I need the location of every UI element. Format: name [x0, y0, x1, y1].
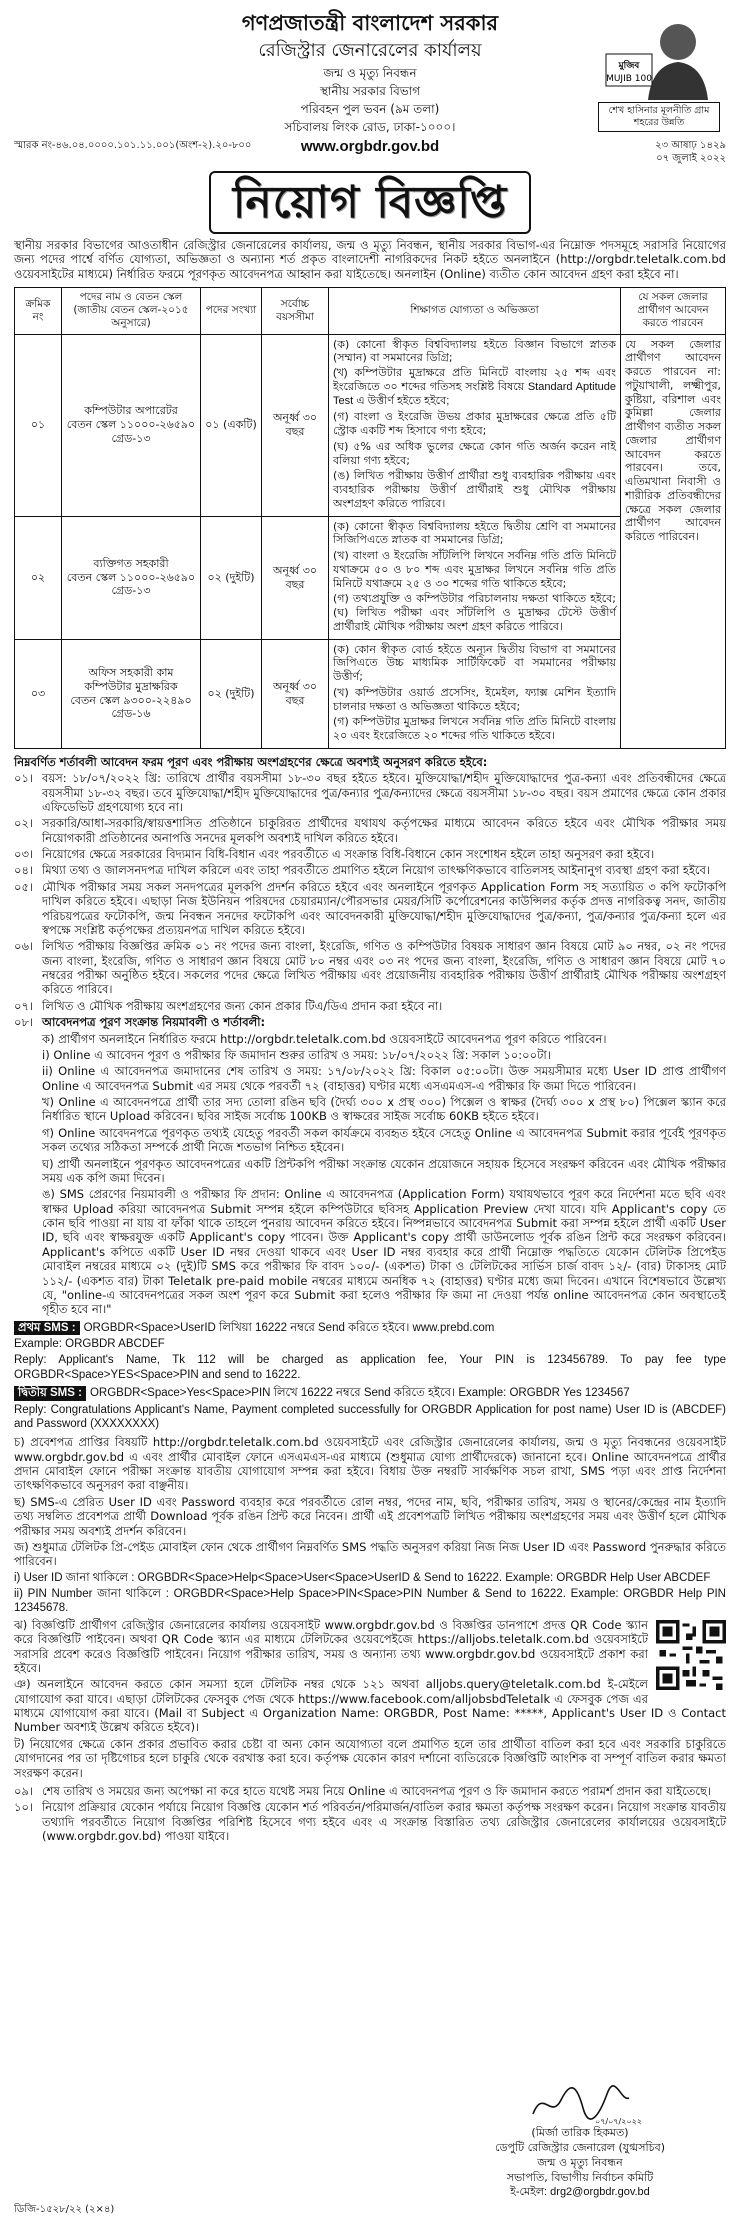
sms-first-example: Example: ORGBDR ABCDEF [14, 1338, 165, 1350]
item-text: লিখিত ও মৌখিক পরীক্ষায় অংশগ্রহণের জন্য কোন প্রকার টিএ/ডিএ প্রদান করা হইবে না। [42, 998, 443, 1013]
post-scale: বেতন স্কেল ৯৩০০-২২৪৯০ [70, 693, 192, 707]
rule-cha: চ) প্রবেশপত্র প্রাপ্তির বিষয়টি http://orgbdr.teletalk.com.bd ওয়েবসাইটে এবং রেজিস্ট্রার জেনারেলের কার্যালয়, জন্ম ও মৃত্যু নিবন্ধনের ওয়েবসাইট www.orgbdr.gov.bd এ এবং প্রার্থীর মোবাইল ফোনে এসএমএস-এর মাধ্যমে (শুধুমাত্র যোগ্য প্রার্থীদেরকে) জানানো হবে। Online আবেদনপত্রে প্রার্থীর প্রদান মোবাইল ফোনে পরীক্ষা সংক্রান্ত যাবতীয় যোগাযোগ সম্পন্ন করা হইবে। বিধায় উক্ত নম্বরটি সার্বক্ষণিক সচল রাখা, SMS পড়া এবং প্রাপ্ত নির্দেশনা তাৎক্ষণিকভাবে অনুসরণ করা বাঞ্ছনীয়। [14, 1435, 726, 1493]
slogan: শেখ হাসিনার মূলনীতি গ্রাম শহরের উন্নতি [598, 102, 720, 132]
post-scale: বেতন স্কেল ১১০০০-২৬৫৯০ [66, 418, 196, 432]
qual-item: (গ) বাংলা ও ইংরেজি উভয় প্রকার মুদ্রাক্ষরের ক্ষেত্রে প্রতি ৫টি স্ট্রোক একটি শব্দ হিসাবে গণ্য হইবে; [333, 410, 616, 437]
list-item [14, 847, 726, 861]
post-grade: গ্রেড-১৩ [111, 584, 151, 598]
rule-i: i) Online এ আবেদন পূরণ ও পরীক্ষার ফি জমাদান শুরুর তারিখ ও সময়: ১৮/০৭/২০২২ খ্রি: সকাল ১০:০০টা। [42, 1047, 551, 1062]
qual-item: (ক) কোন স্বীকৃত বোর্ড হইতে অন্যূন দ্বিতীয় বিভাগ বা সমমানের জিপিএতে উচ্চ মাধ্যমিক সার্টিফিকেট বা সমমানের পরীক্ষায় উত্তীর্ণ; [333, 642, 616, 683]
title-wrap [14, 171, 726, 234]
row-quals [329, 334, 621, 516]
rule-b: খ) Online এ আবেদনপত্রে প্রার্থী তার সদ্য তোলা রঙিন ছবি (দৈর্ঘ্য ৩০০ x প্রস্থ ৩০০) পিক্সেল ও স্বাক্ষর (দৈর্ঘ্য ৩০০ x প্রস্থ ৮০) পিক্সেল স্ক্যান করে নির্ধারিত স্থানে Upload করিবেন। ছবির সাইজ সর্বোচ্চ 100KB ও স্বাক্ষরের সাইজ সর্বোচ্চ 60KB হইতে হইবে। [42, 1095, 726, 1124]
post-grade: গ্রেড-১৩ [111, 431, 151, 445]
row-sl: ০৩ [15, 639, 62, 748]
logo-caption-a: মুজিব [618, 61, 640, 71]
qual-item: (ক) কোনো স্বীকৃত বিশ্ববিদ্যালয় হইতে দ্বিতীয় শ্রেণি বা সমমানের সিজিপিএতে স্নাতক বা সমমানের ডিগ্রি; [333, 519, 616, 547]
qr-code-icon [656, 1620, 726, 1690]
item-number: ০৯। [14, 1783, 34, 1798]
signatory-office: জন্ম ও মৃত্যু নিবন্ধন [537, 2155, 623, 2169]
qual-item: (ক) কোনো স্বীকৃত বিশ্ববিদ্যালয় হইতে বিজ্ঞান বিভাগে স্নাতক (সম্মান) বা সমমানের ডিগ্রি; [333, 337, 616, 365]
gov-name: গণপ্রজাতন্ত্রী বাংলাদেশ সরকার [241, 11, 499, 35]
list-item [14, 939, 726, 997]
signature-block [460, 2080, 700, 2200]
rule-ta: ট) নিয়োগের ক্ষেত্রে কোন প্রকার প্রভাবিত করার চেষ্টা বা অন্য কোন অযোগ্যতা বলে প্রমাণিত হলে তার প্রার্থীতা বাতিল করা হবে এবং সরকারি চাকুরিতে যোগদানের পর তা দৃষ্টিগোচর হলে চাকুরি থেকে বরখাস্ত করা হবে। কর্তৃপক্ষ যেকোন কারণ দর্শানো ব্যতিরেকে বিজ্ঞপ্তিটি আংশিক বা সম্পূর্ণ বাতিল করার ক্ষমতা সংরক্ষণ করেন। [14, 1736, 726, 1780]
sms-first-reply: Reply: Applicant's Name, Tk 112 will be charged as application fee, Your PIN is 123456789. To pay fee type ORGBDR<Space>YES<Space>PIN and send to 16222. [14, 1354, 726, 1381]
qual-item: (গ) তথ্যপ্রযুক্তি ও কম্পিউটার পরিচালনায় দক্ষতা থাকিতে হইবে; (ঘ) লিখিত পরীক্ষা এবং সাঁটলিপি ও মুদ্রাক্ষর টেস্টে উত্তীর্ণ প্রার্থীরাই মৌখিক পরীক্ষায় অংশ গ্রহণ করিতে পারিবে। [333, 592, 616, 633]
item-text: নিয়োগ প্রক্রিয়ার যেকোন পর্যায়ে নিয়োগ বিজ্ঞপ্তি যেকোন শর্ত পরিবর্তন/পরিমার্জন/বাতিল করার ক্ষমতা কর্তৃপক্ষ সংরক্ষণ করেন। নিয়োগ সংক্রান্ত যাবতীয় তথ্যাদি পরবর্তীতে নিয়োগ বিজ্ঞপ্তির পরিশিষ্ট হিসেবে গণ্য হইবে এবং এ সংক্রান্ত বিস্তারিত তথ্য রেজিস্ট্রার জেনারেলের কার্যালয়ের ওয়েবসাইটে (www.orgbdr.gov.bd) পাওয়া যাইবে। [42, 1800, 726, 1843]
page-title: নিয়োগ বিজ্ঞপ্তি [209, 171, 531, 234]
sms-second-label: দ্বিতীয় SMS : [14, 1386, 86, 1400]
post-name: কম্পিউটার অপারেটর [84, 404, 178, 418]
signatory-email: ই-মেইল: drg2@orgbdr.gov.bd [510, 2186, 650, 2199]
list-item [14, 999, 726, 1013]
item-number: ০৫। [14, 879, 34, 894]
signatory-designation: ডেপুটি রেজিস্ট্রার জেনারেল (যুগ্মসচিব) [495, 2140, 665, 2154]
item-text: সরকারি/আধা-সরকারি/স্বায়ত্তশাসিত প্রতিষ্ঠানে চাকুরিরত প্রার্থীদের যথাযথ কর্তৃপক্ষের মাধ্যমে আবেদন করিতে হইবে এবং মৌখিক পরীক্ষার সময় নিয়োগকারী প্রতিষ্ঠানের অনাপত্তি সনদের মূলকপি অবশ্যই দাখিল করিতে হইবে। [42, 816, 726, 845]
after-sms [14, 1435, 726, 1782]
rule-ii: ii) Online এ আবেদনপত্র জমাদানের শেষ তারিখ ও সময়: ১৭/০৮/২০২২ খ্রি: বিকাল ০৫:০০টা। উক্ত সময়সীমার মধ্যে User ID প্রাপ্ত প্রার্থীগণ Online এ আবেদনপত্র Submit এর সময় থেকে পরবর্তী ৭২ (বাহাত্তর) ঘণ্টার মধ্যে এসএমএস-এ পরীক্ষার ফি জমা দিতে পারিবেন। [42, 1064, 726, 1093]
signatory-committee: সভাপতি, বিভাগীয় নির্বাচন কমিটি [506, 2170, 654, 2184]
signatory-name: (মির্জা তারিক হিকমত) [531, 2126, 629, 2139]
table-header-row [15, 288, 726, 334]
memo-number: স্মারক নং-৪৬.০৪.০০০০.১০১.১১.০০১(অংশ-২).২০-৮০০ [14, 140, 252, 151]
row-count: ০২ (দুইটি) [201, 516, 262, 639]
application-rules [14, 1015, 726, 1319]
item-number: ০২। [14, 816, 34, 831]
item-text: শেষ তারিখ ও সময়ের জন্য অপেক্ষা না করে হাতে যথেষ্ট সময় নিয়ে Online এ আবেদনপত্র পূরণ ও ফি জমাদান করতে পরামর্শ প্রদান করা যাইতেছে। [42, 1783, 712, 1798]
list-item [14, 1800, 726, 1843]
col-header: সর্বোচ্চ বয়সসীমা [262, 288, 329, 334]
rule-jha: ঝ) বিজ্ঞপ্তিটি প্রার্থীগণ রেজিস্ট্রার জেনারেলের কার্যালয় ওয়েবসাইট www.orgbdr.gov.bd ও বিজ্ঞপ্তির ডানপাশে প্রদত্ত QR Code স্ক্যান করে বিজ্ঞপ্তিটি পাইবেন। অথবা QR Code স্ক্যান এর মাধ্যমে টেলিটকের ওয়েবপেইজে https://alljobs.teletalk.com.bd ওয়েবসাইটে সরাসরি প্রবেশ করেও বিজ্ঞপ্তিটি পাইবেন। নিয়োগ পরীক্ষার তারিখ, সময় ও অন্যান্য তথ্য www.orgbdr.gov.bd ওয়েবসাইটে প্রকাশ করা হইবে। [14, 1617, 648, 1675]
rule-ja: জ) শুধুমাত্র টেলিটক প্রি-পেইড মোবাইল ফোন থেকে প্রার্থীগণ নিম্নবর্ণিত SMS পদ্ধতি অনুসরণ করিয়া নিজ নিজ User ID এবং Password পুনরুদ্ধার করিতে পারিবেন। [14, 1539, 726, 1569]
item-text: মিথ্যা তথ্য ও জালসনদপত্র দাখিল করিলে এবং তাহা পরবর্তীতে প্রমাণিত হইলে নিয়োগ তাৎক্ষণিকভাবে বাতিলসহ আইনানুগ ব্যবস্থা গ্রহণ করা হইবে। [42, 863, 711, 878]
qual-item: (খ) কম্পিউটার ওয়ার্ড প্রসেসিং, ইমেইল, ফ্যাক্স মেশিন ইত্যাদি চালনার দক্ষতা ও অভিজ্ঞতা থাকিতে হইবে; [333, 685, 616, 713]
item-text: লিখিত পরীক্ষায় বিজ্ঞপ্তির ক্রমিক ০১ নং পদের জন্য বাংলা, ইংরেজি, গণিত ও কম্পিউটার বিষয়ক সাধারণ জ্ঞান বিষয়ে মোট ৯০ নম্বর, ০২ নং পদের জন্য বাংলা, ইংরেজি, গণিত ও সাধারণ জ্ঞান বিষয়ে মোট ৮০ নম্বর এবং ০৩ নং পদের জন্য বাংলা, ইংরেজি, গণিত ও সাধারণ জ্ঞান বিষয়ে মোট ৭০ নম্বরের পরীক্ষা অনুষ্ঠিত হইবে। সকলের পদের ক্ষেত্রে লিখিত পরীক্ষায় এবং প্রয়োজনীয় ব্যবহারিক পরীক্ষায় উত্তীর্ণ প্রার্থীরাই মৌখিক পরীক্ষায় অংশগ্রহণ করিতে পারিবে। [42, 939, 726, 997]
header-line3: জন্ম ও মৃত্যু নিবন্ধন [323, 65, 417, 80]
row-post [62, 639, 201, 748]
sms-first-label: প্রথম SMS : [14, 1321, 80, 1335]
item-number: ০১। [14, 771, 34, 786]
logo-caption-b: MUJIB 100 [606, 74, 652, 84]
sms-first-text: ORGBDR<Space>UserID লিখিয়া 16222 নম্বরে Send করিতে হইবে। www.prebd.com [83, 1321, 495, 1334]
header-line6: সচিবালয় লিংক রোড, ঢাকা-১০০০। [284, 119, 456, 134]
item-number: ০৩। [14, 847, 34, 861]
item-number: ০৮। [14, 1015, 34, 1030]
rule-e: ঙ) SMS প্রেরণের নিয়মাবলী ও পরীক্ষার ফি প্রদান: Online এ আবেদনপত্র (Application Form) যথাযথভাবে পূরণ করে নির্দেশনা মতে ছবি এবং স্বাক্ষর Upload করিয়া আবেদনপত্র Submit সম্পন্ন হইলে কম্পিউটারে ছবিসহ Application Preview দেখা যাবে। যদি Applicant's copy তে কোন ছবি পাওয়া না যায় বা ফাঁকা থাকে তাহলে পুনরায় আবেদন করিতে হইবে। নিষ্পন্নভাবে আবেদনপত্র Submit করা সম্পন্ন হইলে প্রার্থী একটি User ID, ছবি এবং স্বাক্ষরযুক্ত একটি Applicant's copy পাবেন। উক্ত Applicant's copy প্রার্থী ডাউনলোড পূর্বক রঙিন প্রিন্ট করে সংরক্ষণ করিবেন। Applicant's কপিতে একটি User ID নম্বর দেওয়া থাকবে এবং User ID নম্বর ব্যবহার করে প্রার্থী নিম্নোক্ত পদ্ধতিতে যেকোন টেলিটক প্রিপেইড মোবাইল নম্বরের মাধ্যমে ০২ (দুই)টি SMS করে পরীক্ষার ফি বাবদ ১০০/- (একশত) টাকা ও টেলিটকের সার্ভিস চার্জ বাবদ ১২/- (বার) টাকাসহ মোট ১১২/- (একশত বার) টাকা Teletalk pre-paid mobile নম্বরের মাধ্যমে অনধিক ৭২ (বাহাত্তর) ঘণ্টার মধ্যে জমা দিবেন। এখানে বিশেষভাবে উল্লেখ্য যে, "online-এ আবেদনপত্রের সকল অংশ পূরণ করে Submit করা হলেও পরীক্ষার ফি জমা না দেওয়া পর্যন্ত online আবেদনপত্র কোন অবস্থাতেই গৃহীত হবে না।" [42, 1187, 726, 1317]
post-grade: গ্রেড-১৬ [111, 707, 151, 721]
sms-first [14, 1321, 726, 1385]
col-header: যে সকল জেলার প্রার্থীগণ আবেদন করতে পারবেন [621, 288, 726, 334]
qual-item: (খ) বাংলা ও ইংরেজি সাঁটলিপি লিখনে সর্বনিম্ন গতি প্রতি মিনিটে যথাক্রমে ৫০ ও ৮০ শব্দ এবং মুদ্রাক্ষর লিখনে সর্বনিম্ন গতি প্রতি মিনিটে যথাক্রমে ২৫ ও ৩০ শব্দের গতি থাকিতে হইবে; [333, 549, 616, 590]
row-age: অনূর্ধ্ব ৩০ বছর [262, 516, 329, 639]
item-text: বয়স: ১৮/০৭/২০২২ খ্রি: তারিখে প্রার্থীর বয়সসীমা ১৮-৩০ বছর হইতে হইবে। মুক্তিযোদ্ধা/শহীদ মুক্তিযোদ্ধাদের পুত্র-কন্যা এবং প্রতিবন্ধীদের ক্ষেত্রে বয়সসীমা ১৮-৩২ বছর। তবে মুক্তিযোদ্ধা/শহীদ মুক্তিযোদ্ধাদের পুত্র/কন্যার পুত্র/কন্যাদের ক্ষেত্রে বয়সসীমা ১৮-৩০ বছর। বয়স প্রমাণের ক্ষেত্রে কোন প্রকার এফিডেভিট গ্রহণযোগ্য হবে না। [42, 771, 726, 814]
table-row [15, 334, 726, 516]
header-line5: পরিবহন পুল ভবন (৯ম তলা) [300, 101, 440, 116]
date-english: ০৭ জুলাই ২০২২ [656, 152, 726, 164]
row-sl: ০২ [15, 516, 62, 639]
rule-nya: ঞ) অনলাইনে আবেদন করতে কোন সমস্যা হলে টেলিটক নম্বর থেকে ১২১ অথবা alljobs.query@teletalk.com.bd ই-মেইলে যোগাযোগ করা যাবে। এছাড়া টেলিটকের ফেসবুক পেজ থেকে https://www.facebook.com/alljobsbdTeletalk এ ফেসবুক পেজ এর মাধ্যমে যোগাযোগ করা যাবে। (Mail বা Subject এ Organization Name: ORGBDR, Post Name: *****, Applicant's User ID ও Contact Number অবশ্যই উল্লেখ করিতে হইবে)। [14, 1677, 726, 1735]
jobs-table [14, 287, 726, 749]
item-number: ০৪। [14, 863, 34, 878]
qual-item: (ঘ) ৫% এর অধিক ভুলের ক্ষেত্রে কোন গতি অর্জন করেন নাই বলিয়া গণ্য হইবে; [333, 439, 616, 467]
header-line4: স্থানীয় সরকার বিভাগ [319, 83, 421, 98]
rules-heading: আবেদনপত্র পূরণ সংক্রান্ত নিয়মাবলী ও শর্তাবলী: [42, 1015, 266, 1030]
row-sl: ০১ [15, 334, 62, 516]
rule-d: ঘ) প্রার্থী অনলাইনে পূরণকৃত আবেদনপত্রের একটি প্রিন্টকপি পরীক্ষা সংক্রান্ত যেকোন প্রয়োজনে সহায়ক হিসেবে সংরক্ষণ করিবেন এবং মৌখিক পরীক্ষার সময় এক কপি জমা দিবেন। [42, 1156, 726, 1185]
rule-chha: ছ) SMS-এ প্রেরিত User ID এবং Password ব্যবহার করে পরবর্তীতে রোল নম্বর, পদের নাম, ছবি, পরীক্ষার তারিখ, সময় ও স্থানের/কেন্দ্রের নাম ইত্যাদি তথ্য সম্বলিত প্রবেশপত্র প্রার্থী Download পূর্বক রঙিন প্রিন্ট করে নিবেন। প্রার্থী এই প্রবেশপত্রটি লিখিত পরীক্ষায় অংশগ্রহণের সময় এবং উত্তীর্ণ হলে মৌখিক পরীক্ষার সময় অবশ্যই প্রদর্শন করিবেন। [14, 1494, 726, 1538]
col-header: শিক্ষাগত যোগ্যতা ও অভিজ্ঞতা [329, 288, 621, 334]
item-number: ১০। [14, 1800, 34, 1815]
row-age: অনূর্ধ্ব ৩০ বছর [262, 639, 329, 748]
list-item [14, 771, 726, 814]
qual-item: (ঙ) লিখিত পরীক্ষায় উত্তীর্ণ প্রার্থীরা শুধু ব্যবহারিক পরীক্ষায় এবং ব্যবহারিক পরীক্ষায় উত্তীর্ণ প্রার্থীরাই শুধু মৌখিক পরীক্ষায় অংশগ্রহণ করিতে পারিবে। [333, 469, 616, 510]
item-text: মৌখিক পরীক্ষার সময় সকল সনদপত্রের মূলকপি প্রদর্শন করিতে হইবে এবং অনলাইনে পূরণকৃত Application Form সহ সত্যায়িত ৩ কপি ফটোকপি দাখিল করিতে হইবে। এছাড়া নিজ ইউনিয়ন পরিষদের চেয়ারম্যান/পৌরসভার মেয়র/সিটি কর্পোরেশনের কাউন্সিলর কর্তৃক প্রদত্ত নাগরিকত্ব সনদ, জাতীয় পরিচয়পত্রের ফটোকপি, জন্ম নিবন্ধন সনদের ফটোকপি এবং আবেদনকারী মুক্তিযোদ্ধা/শহীদ মুক্তিযোদ্ধাদের পুত্র/কন্যা, পুত্র/কন্যার পুত্র/কন্যা হলে এর স্বপক্ষে সংশ্লিষ্ট কর্তৃপক্ষের প্রত্যয়নপত্র দাখিল করিতে হইবে। [42, 879, 726, 937]
sms-second-body [14, 1386, 726, 1433]
item-text: নিয়োগের ক্ষেত্রে সরকারের বিদ্যমান বিধি-বিধান এবং পরবর্তীতে এ সংক্রান্ত বিধি-বিধানে কোন সংশোধন হইলে তাহা অনুসরণ করা হইবে। [42, 847, 655, 861]
table-row [15, 639, 726, 748]
sms-first-body [14, 1321, 726, 1385]
row-age: অনূর্ধ্ব ৩০ বছর [262, 334, 329, 516]
conditions-heading: নিম্নবর্ণিত শর্তাবলী আবেদন ফরম পূরণ এবং পরীক্ষায় অংশগ্রহণের ক্ষেত্রে অবশ্যই অনুসরণ করিতে হইবে: [14, 754, 488, 769]
list-item [14, 880, 726, 938]
rule-a: ক) প্রার্থীগণ অনলাইনে নির্ধারিত ফরমে http://orgbdr.teletalk.com.bd ওয়েবসাইটে আবেদনপত্র পূরণ করিতে পারিবেন। [42, 1031, 607, 1046]
after-sms-body [14, 1435, 726, 1782]
intro-paragraph: স্থানীয় সরকার বিভাগের আওতাধীন রেজিস্ট্রার জেনারেলের কার্যালয়, জন্ম ও মৃত্যু নিবন্ধন, স্থানীয় সরকার বিভাগ-এর নিম্নোক্ত পদসমূহে সরাসরি নিয়োগের জন্য পদের পার্শ্বে বর্ণিত যোগ্যতা, অভিজ্ঞতা ও অন্যান্য শর্ত প্রকৃত বাংলাদেশী নাগরিকদের নিকট হইতে অনলাইনে (http://orgbdr.teletalk.com.bd ওয়েবসাইটের মাধ্যমে) নির্ধারিত ফরমে পূরণকৃত আবেদনপত্র আহ্বান করা যাইতেছে। অনলাইন (Online) ব্যতীত কোন আবেদন গ্রহণ করা হইবে না। [14, 238, 726, 281]
office-name: রেজিস্ট্রার জেনারেলের কার্যালয় [258, 40, 482, 62]
item-number: ০৭। [14, 998, 34, 1013]
col-header: পদের নাম ও বেতন স্কেল (জাতীয় বেতন স্কেল-২০১৫ অনুসারে) [62, 288, 201, 334]
table-row [15, 516, 726, 639]
row-post [62, 516, 201, 639]
rule-c: গ) Online আবেদনপত্রে পূরণকৃত তথ্যই যেহেতু পরবর্তী সকল কার্যক্রমে ব্যবহৃত হইবে সেহেতু Online এ আবেদনপত্র Submit করার পূর্বেই পূরণকৃত সকল তথ্যের সঠিকতা সম্পর্কে প্রার্থী নিজে শতভাগ নিশ্চিত হইবেন। [42, 1125, 726, 1155]
row-quals [329, 639, 621, 748]
qual-item: (খ) কম্পিউটার মুদ্রাক্ষরে প্রতি মিনিটে বাংলায় ২৫ শব্দ এবং ইংরেজিতে ৩০ শব্দের গতিসহ সংশ্লিষ্ট বিষয়ে Standard Aptitude Test এ উত্তীর্ণ হইতে হইবে; [333, 367, 616, 407]
sms-second-reply: Reply: Congratulations Applicant's Name, Payment completed successfully for ORGBDR Application for post name) User ID is (ABCDEF) and Password (XXXXXXXX) [14, 1403, 726, 1430]
post-scale: বেতন স্কেল ১১০০০-২৬৫৯০ [66, 570, 196, 584]
row-post [62, 334, 201, 516]
row-quals [329, 516, 621, 639]
post-name: অফিস সহকারী কাম কম্পিউটার মুদ্রাক্ষরিক [84, 666, 178, 693]
list-item [14, 863, 726, 877]
sms-second-text: ORGBDR<Space>Yes<Space>PIN লিখে 16222 নম্বরে Send করিতে হইবে। Example: ORGBDR Yes 1234567 [89, 1387, 630, 1400]
sms-second [14, 1386, 726, 1433]
header-website: www.orgbdr.gov.bd [300, 137, 440, 155]
sign-date: ০৭/০৭/২০২২ [595, 2117, 643, 2126]
recover-userid: i) User ID জানা থাকিলে : ORGBDR<Space>Help<Space>User<Space>UserID & Send to 16222. Example: ORGBDR Help User ABCDEF [14, 1571, 711, 1584]
item-number: ০৬। [14, 939, 34, 954]
list-item [14, 1784, 726, 1798]
qual-item: (গ) কম্পিউটার মুদ্রাক্ষর লিখনে সর্বনিম্ন গতি প্রতি মিনিটে বাংলায় ২০ এবং ইংরেজিতে ২০ শব্দের গতি থাকিতে হইবে। [333, 715, 616, 742]
list-item [14, 816, 726, 845]
districts-cell: যে সকল জেলার প্রার্থীগণ আবেদন করতে পারবেন না: পটুয়াখালী, লক্ষ্মীপুর, কুষ্টিয়া, বরিশাল এবং কুমিল্লা জেলার প্রার্থীগণ ব্যতীত সকল জেলার প্রার্থীগণ আবেদন করতে পারবেন। তবে, এতিমখানা নিবাসী ও শারীরিক প্রতিবন্ধীদের ক্ষেত্রে সকল জেলার প্রার্থীগণ আবেদন করিতে পারিবেন। [621, 334, 726, 748]
signature-icon [525, 2080, 643, 2126]
recover-pin: ii) PIN Number জানা থাকিলে : ORGBDR<Space>Help Space>PIN<Space>PIN Number & Send to 16222. Example: ORGBDR Help PIN 12345678. [14, 1588, 726, 1615]
post-name: ব্যক্তিগত সহকারী [93, 556, 169, 570]
col-header: ক্রমিক নং [15, 288, 62, 334]
item-body [42, 1015, 726, 1319]
row-count: ০২ (দুইটি) [201, 639, 262, 748]
col-header: পদের সংখ্যা [201, 288, 262, 334]
row-count: ০১ (একটি) [201, 334, 262, 516]
date-bangla: ২৩ আষাঢ় ১৪২৯ [655, 140, 726, 151]
footer-code: ডিজি-১৫২৮/২২ (২×৪) [14, 2203, 115, 2215]
